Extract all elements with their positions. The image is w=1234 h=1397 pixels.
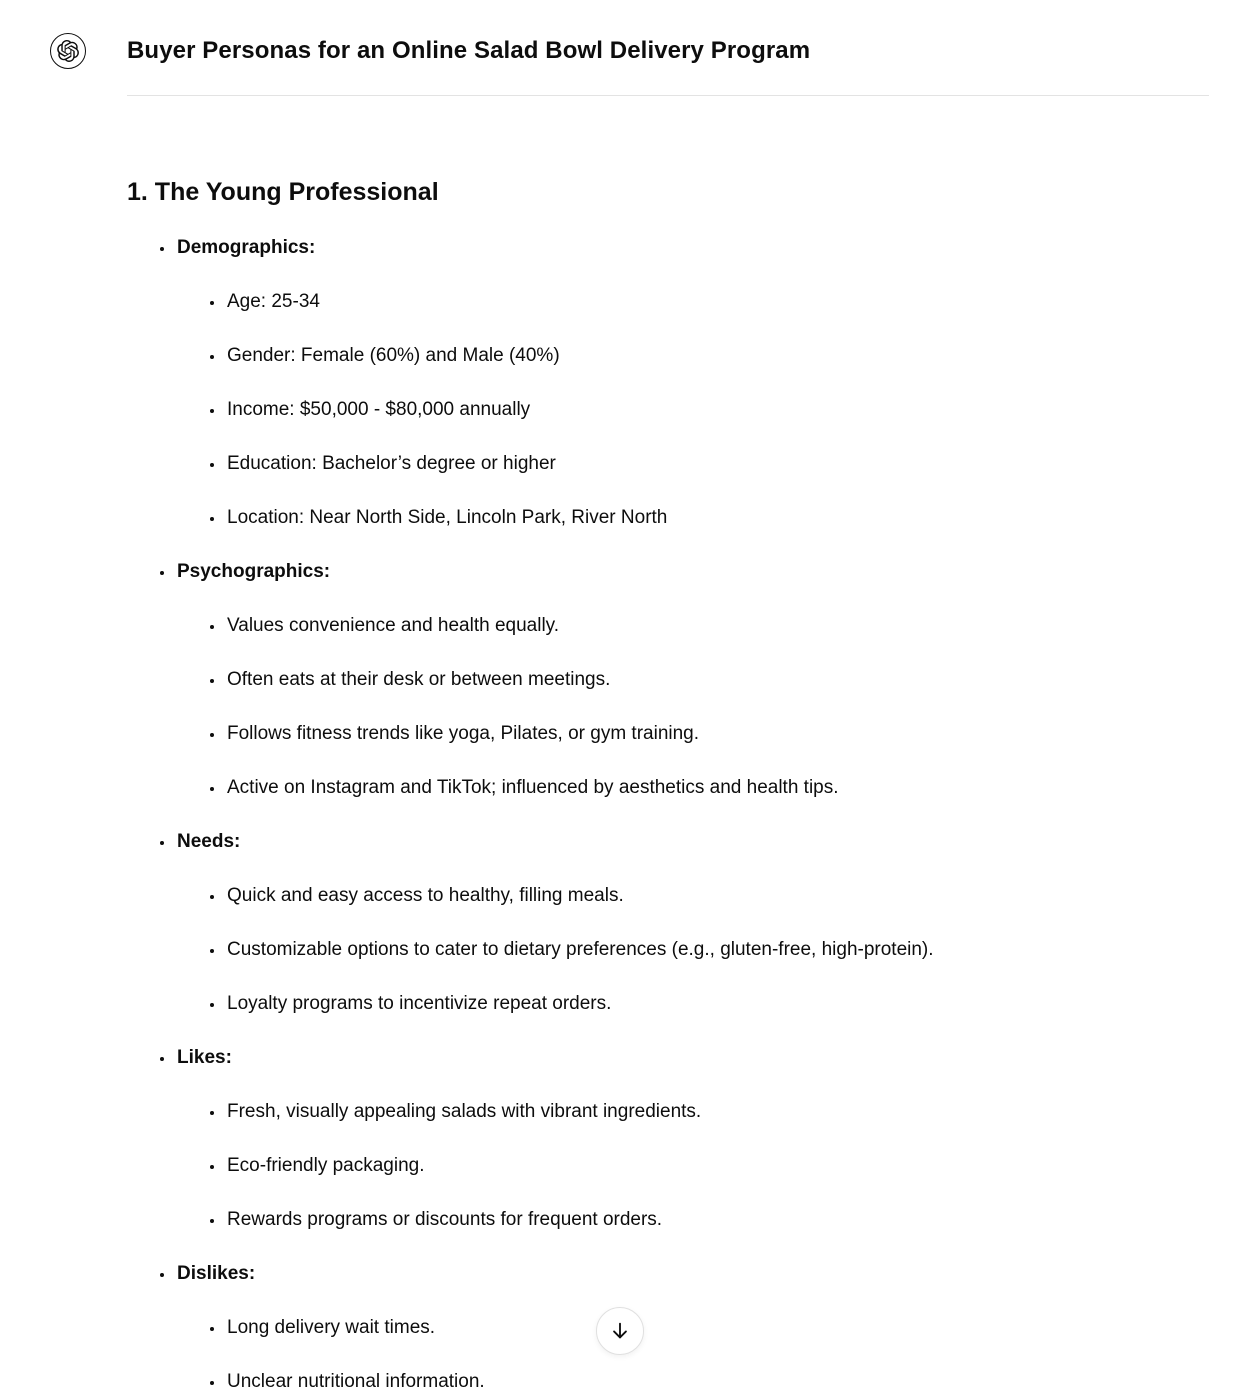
dislikes-sublist: [177, 1314, 1194, 1396]
list-item-likes: [175, 1044, 1194, 1234]
list-item-text: Unclear nutritional information.: [227, 1371, 485, 1392]
needs-sublist: [177, 882, 1194, 1018]
list-item: [225, 720, 1194, 748]
list-item-text: Fresh, visually appealing salads with vibrant ingredients.: [227, 1101, 702, 1122]
persona-list: [127, 234, 1194, 1396]
list-item: [225, 1152, 1194, 1180]
list-item-text: Gender: Female (60%) and Male (40%): [227, 345, 560, 366]
list-item-text: Income: $50,000 - $80,000 annually: [227, 399, 531, 420]
list-item: [225, 612, 1194, 640]
list-item-psychographics: [175, 558, 1194, 802]
list-item-text: Often eats at their desk or between meetings.: [227, 669, 611, 690]
page-title: Buyer Personas for an Online Salad Bowl Delivery Program: [127, 37, 811, 64]
list-item-text: Location: Near North Side, Lincoln Park, River North: [227, 507, 668, 528]
list-item-needs: [175, 828, 1194, 1018]
header: [0, 0, 1234, 69]
header-divider: [127, 95, 1209, 96]
list-item-demographics: [175, 234, 1194, 532]
psychographics-sublist: [177, 612, 1194, 802]
list-item-text: Values convenience and health equally.: [227, 615, 560, 636]
section-label: Needs:: [177, 831, 241, 852]
list-item: [225, 1206, 1194, 1234]
demographics-sublist: [177, 288, 1194, 532]
list-item: [225, 936, 1194, 964]
list-item: [225, 1368, 1194, 1396]
list-item-text: Age: 25-34: [227, 291, 320, 312]
list-item: [225, 342, 1194, 370]
list-item-text: Customizable options to cater to dietary preferences (e.g., gluten-free, high-protein).: [227, 939, 934, 960]
likes-sublist: [177, 1098, 1194, 1234]
list-item: [225, 450, 1194, 478]
list-item: [225, 396, 1194, 424]
list-item-text: Eco-friendly packaging.: [227, 1155, 425, 1176]
down-arrow-icon: [609, 1320, 631, 1342]
openai-logo-icon: [50, 33, 86, 69]
list-item: [225, 288, 1194, 316]
list-item-text: Quick and easy access to healthy, filling meals.: [227, 885, 624, 906]
section-label: Demographics:: [177, 237, 316, 258]
conversation-content: [0, 178, 1234, 1396]
list-item: [225, 882, 1194, 910]
list-item: [225, 1098, 1194, 1126]
list-item-text: Long delivery wait times.: [227, 1317, 436, 1338]
list-item-text: Loyalty programs to incentivize repeat orders.: [227, 993, 612, 1014]
list-item: [225, 504, 1194, 532]
list-item: [225, 990, 1194, 1018]
scroll-to-bottom-button[interactable]: [596, 1307, 644, 1355]
list-item: [225, 666, 1194, 694]
list-item-text: Rewards programs or discounts for frequent orders.: [227, 1209, 663, 1230]
list-item-text: Education: Bachelor’s degree or higher: [227, 453, 556, 474]
list-item: [225, 774, 1194, 802]
list-item-text: Follows fitness trends like yoga, Pilates, or gym training.: [227, 723, 700, 744]
section-label: Likes:: [177, 1047, 232, 1068]
list-item-dislikes: [175, 1260, 1194, 1396]
list-item: [225, 1314, 1194, 1342]
list-item-text: Active on Instagram and TikTok; influenced by aesthetics and health tips.: [227, 777, 839, 798]
section-label: Psychographics:: [177, 561, 331, 582]
section-label: Dislikes:: [177, 1263, 256, 1284]
persona-heading: 1. The Young Professional: [127, 178, 439, 206]
